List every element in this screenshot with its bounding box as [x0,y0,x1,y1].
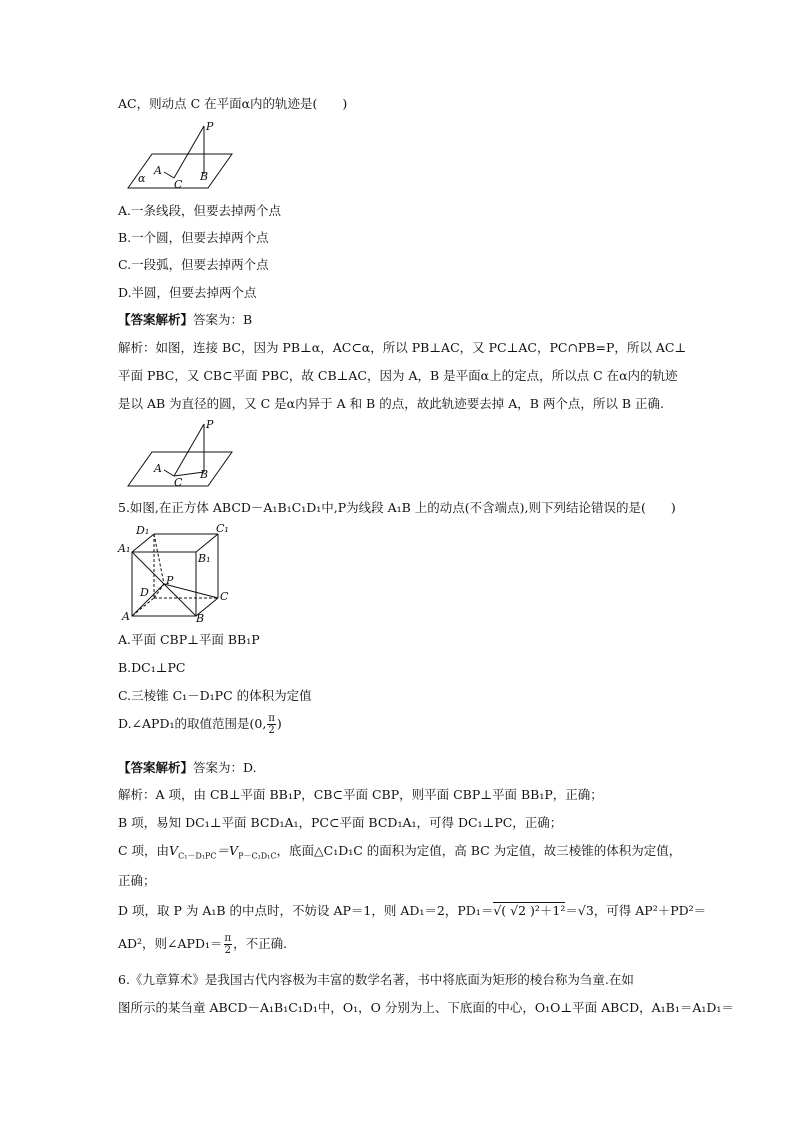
q5-option-a: A.平面 CBP⊥平面 BB₁P [118,632,260,647]
q5-cube-figure [116,522,229,625]
label-b: B [200,468,209,481]
option-d-suffix: ) [276,716,282,731]
label-d: D [140,586,149,599]
label-c1: C₁ [216,522,229,535]
q4-option-a: A.一条线段，但要去掉两个点 [118,203,282,218]
answer-text: 答案为：B [193,312,253,327]
option-d-prefix: D.∠APD₁的取值范围是(0, [118,716,267,731]
label-d1: D₁ [136,524,150,537]
q5-option-c: C.三棱锥 C₁－D₁PC 的体积为定值 [118,688,312,703]
q6-line: 6.《九章算术》是我国古代内容极为丰富的数学名著，书中将底面为矩形的棱台称为刍童.在如 [118,972,634,987]
q5-explanation-d2: AD²，则∠APD₁＝ $\frac{\pi}{2}$ ，不正确. [118,933,288,956]
q4-answer [118,312,252,328]
q5-explanation-line: 解析：A 项，由 CB⊥平面 BB₁P，CB⊂平面 CBP，则平面 CBP⊥平面 BB₁P，正确； [118,787,603,802]
q5-answer [118,760,257,776]
q4-option-b: B.一个圆，但要去掉两个点 [118,230,269,245]
label-p: P [166,574,174,587]
label-a: A [154,164,162,177]
q4-solution-figure [124,416,234,490]
q4-option-d: D.半圆，但要去掉两个点 [118,285,257,300]
label-p: P [206,418,214,431]
label-b: B [200,170,209,183]
label-c: C [174,178,183,191]
label-alpha: α [138,172,146,185]
q4-figure [124,118,234,192]
q5-option-b: B.DC₁⊥PC [118,660,186,675]
q4-option-c: C.一段弧，但要去掉两个点 [118,257,269,272]
label-a1: A₁ [118,542,131,555]
q4-explanation-line: 平面 PBC，又 CB⊂平面 PBC，故 CB⊥AC，因为 A，B 是平面α上的定点，所以点 C 在α内的轨迹 [118,368,678,383]
q6-line: 图所示的某刍童 ABCD－A₁B₁C₁D₁中，O₁，O 分别为上、下底面的中心，O₁O⊥平面 ABCD，A₁B₁＝A₁D₁＝ [118,1000,734,1015]
q5-explanation-line: B 项，易知 DC₁⊥平面 BCD₁A₁，PC⊂平面 BCD₁A₁，可得 DC₁⊥PC，正确； [118,815,563,830]
label-a: A [122,610,130,623]
answer-tag: 【答案解析】 [118,760,194,775]
q5-stem: 5.如图,在正方体 ABCD－A₁B₁C₁D₁中,P为线段 A₁B 上的动点(不含端点),则下列结论错误的是( ) [118,500,676,515]
q5-explanation-c2: 正确； [118,873,156,888]
q5-explanation-c: C 项，由$V_{C_1-D_1PC}=V_{P-C_1D_1C}$，底面△C₁D₁C 的面积为定值，高 BC 为定值，故三棱锥的体积为定值， [118,843,682,861]
answer-text: 答案为：D. [193,760,257,775]
q5-explanation-d1: D 项，取 P 为 A₁B 的中点时，不妨设 AP＝1，则 AD₁＝2，PD₁＝√( √2 )²＋1²＝√3，可得 AP²＋PD²＝ [118,903,707,918]
label-c: C [220,590,229,603]
fraction: $\frac{\pi}{2}$ [268,713,275,736]
label-p: P [206,120,214,133]
label-b1: B₁ [198,552,211,565]
q4-stem: AC，则动点 C 在平面α内的轨迹是( ) [118,96,348,111]
q5-option-d [118,712,282,736]
label-a: A [154,462,162,475]
fraction: $\frac{\pi}{2}$ [224,933,232,956]
q4-explanation-line: 解析：如图，连接 BC，因为 PB⊥α，AC⊂α，所以 PB⊥AC，又 PC⊥AC，PC∩PB=P，所以 AC⊥ [118,340,687,355]
label-b: B [196,612,205,625]
q4-explanation-line: 是以 AB 为直径的圆，又 C 是α内异于 A 和 B 的点，故此轨迹要去掉 A，B 两个点，所以 B 正确. [118,396,664,411]
answer-tag: 【答案解析】 [118,312,194,327]
label-c: C [174,476,183,489]
